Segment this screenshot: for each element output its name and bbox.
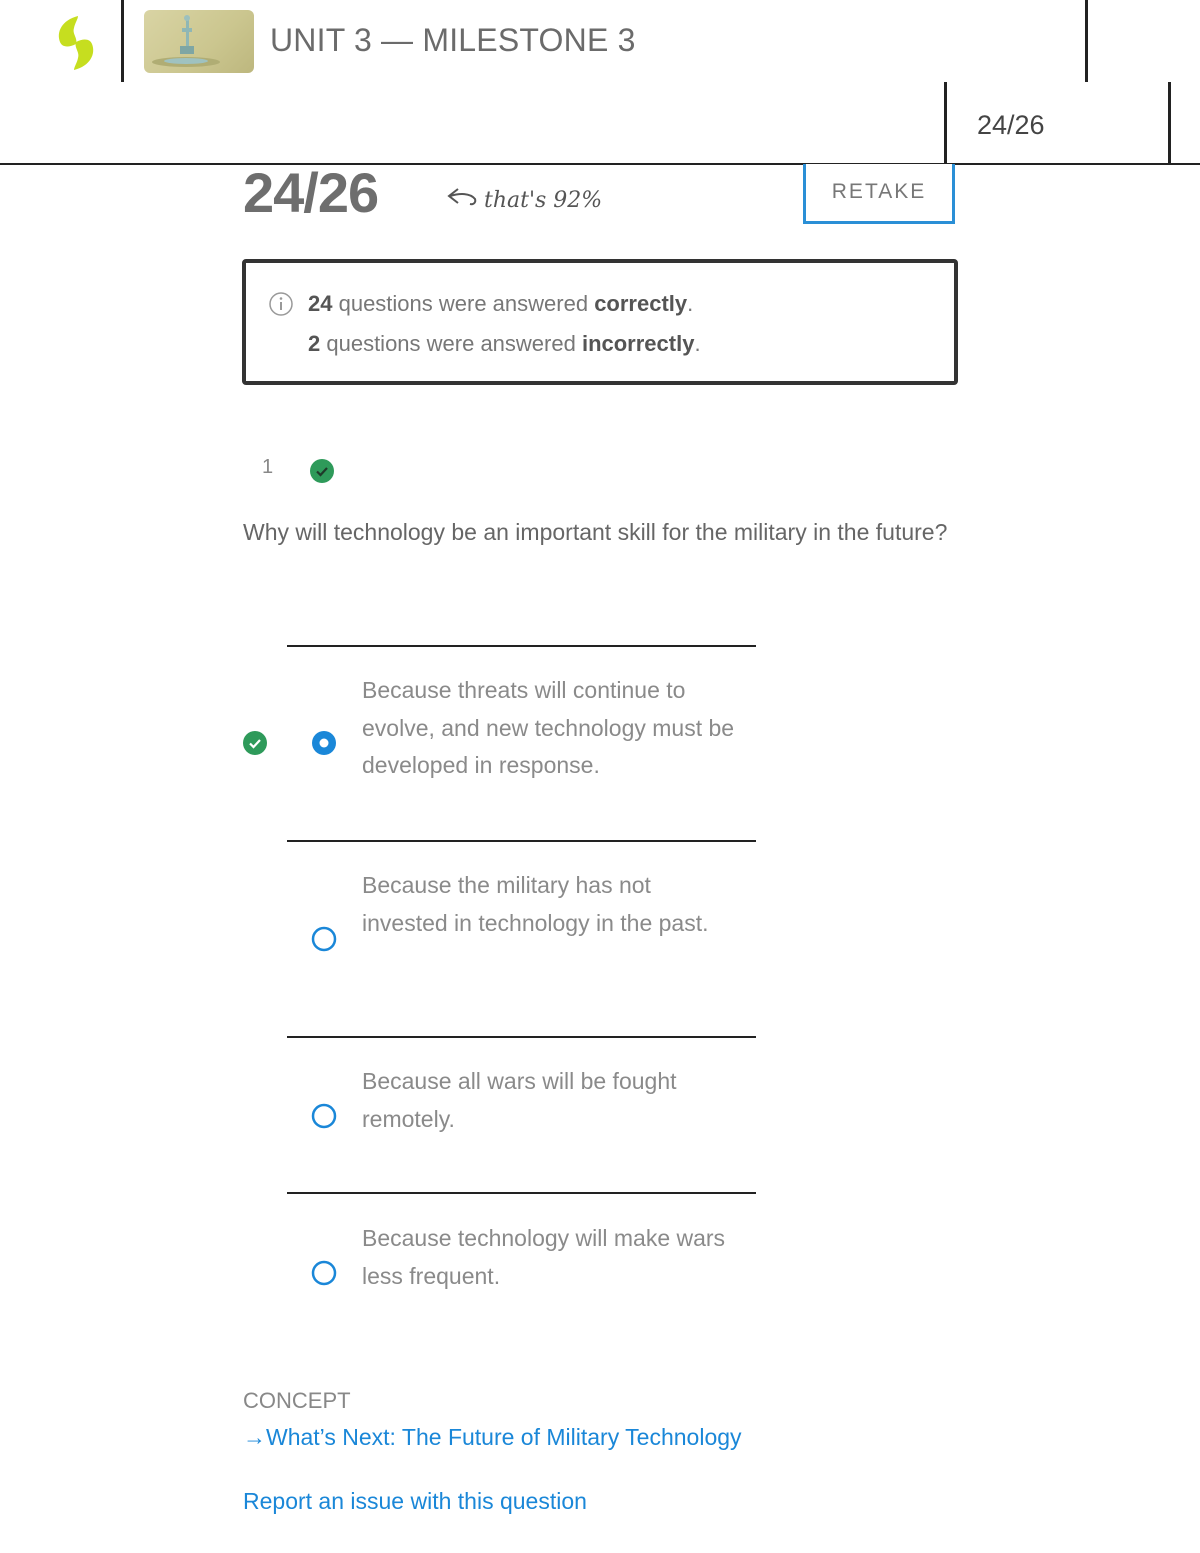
retake-button[interactable]: RETAKE	[803, 164, 955, 224]
score-chip-border-right	[1168, 82, 1171, 164]
info-icon	[268, 291, 294, 322]
incorrect-period: .	[694, 331, 701, 356]
concept-link[interactable]	[243, 1424, 742, 1451]
correct-count: 24	[308, 291, 333, 316]
correct-period: .	[687, 291, 694, 316]
option-text[interactable]: Because the military has not invested in technology in the past.	[362, 872, 709, 936]
question-text: Why will technology be an important skill for the military in the future?	[243, 519, 948, 545]
percent-note	[446, 185, 602, 215]
option-radio-selected[interactable]	[311, 730, 337, 756]
header-divider	[121, 0, 124, 82]
option-text[interactable]: Because all wars will be fought remotely.	[362, 1068, 677, 1132]
report-issue-link[interactable]: Report an issue with this question	[243, 1488, 587, 1514]
header-spacer	[945, 82, 1200, 84]
concept-link-text: What’s Next: The Future of Military Technology	[266, 1424, 742, 1450]
results-summary	[242, 259, 958, 385]
arrow-right-icon: →	[243, 1424, 266, 1450]
correct-word: correctly	[594, 291, 688, 316]
correct-text: questions were answered	[332, 291, 595, 316]
header-bottom-rule	[0, 163, 1200, 165]
score-total: 24/26	[243, 161, 379, 224]
option-text[interactable]: Because technology will make wars less frequent.	[362, 1225, 726, 1289]
option-divider	[287, 840, 756, 842]
concept-label: CONCEPT	[243, 1388, 351, 1413]
option-text[interactable]: Because threats will continue to evolve, and new technology must be developed in response.	[362, 677, 735, 778]
option-divider	[287, 1036, 756, 1038]
incorrect-text: questions were answered	[320, 331, 582, 356]
summary-correct	[308, 291, 693, 317]
score-chip-border-left	[944, 82, 947, 164]
page-title: UNIT 3 — MILESTONE 3	[270, 22, 636, 58]
option-divider	[287, 1192, 756, 1194]
percent-note-text: that's 92%	[484, 187, 603, 213]
course-thumbnail	[144, 10, 254, 73]
header-divider-right	[1085, 0, 1088, 82]
question-correct-icon	[309, 458, 335, 489]
sophia-logo[interactable]	[52, 14, 100, 72]
curved-arrow-icon	[446, 185, 478, 215]
option-divider	[287, 645, 756, 647]
score-chip: 24/26	[977, 110, 1045, 140]
question-number: 1	[262, 456, 274, 478]
option-radio[interactable]	[311, 926, 337, 952]
correct-answer-check-icon	[242, 730, 268, 761]
summary-incorrect	[308, 331, 701, 357]
option-radio[interactable]	[311, 1260, 337, 1286]
incorrect-count: 2	[308, 331, 321, 356]
option-radio[interactable]	[311, 1103, 337, 1129]
incorrect-word: incorrectly	[581, 331, 695, 356]
